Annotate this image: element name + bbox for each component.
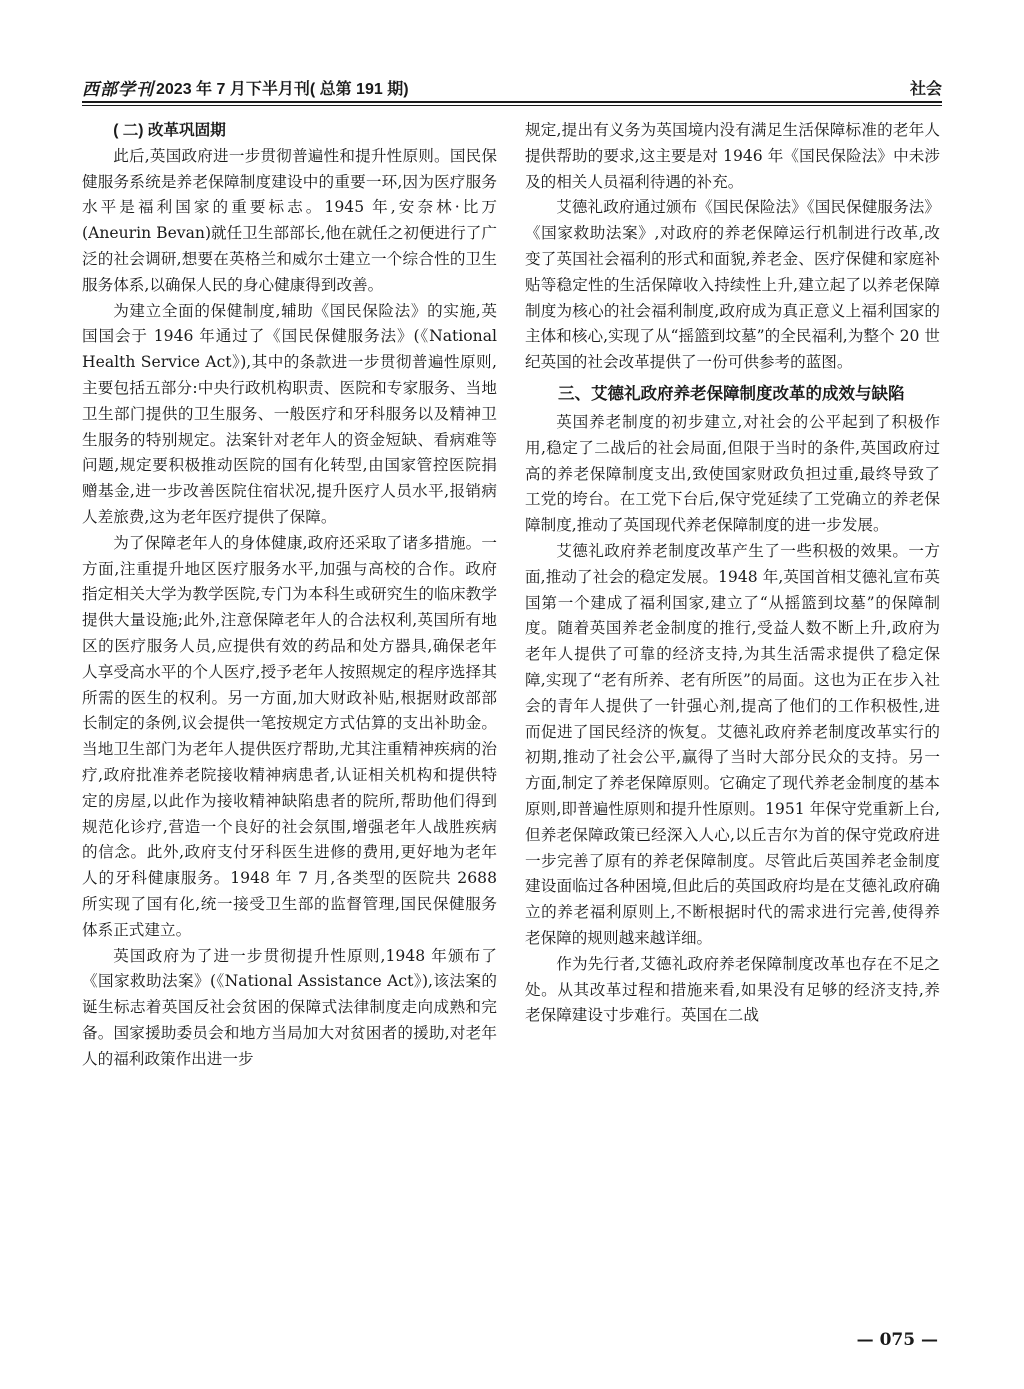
paragraph: 规定,提出有义务为英国境内没有满足生活保障标准的老年人提供帮助的要求,这主要是对 1946 年《国民保险法》中未涉及的相关人员福利待遇的补充。 — [525, 121, 940, 191]
running-header — [82, 68, 942, 104]
header-left — [82, 80, 409, 100]
issue-info: 2023 年 7 月下半月刊( 总第 191 期) — [156, 81, 409, 98]
paragraph: 艾德礼政府养老制度改革产生了一些积极的效果。一方面,推动了社会的稳定发展。1948 年,英国首相艾德礼宣布英国第一个建成了福利国家,建立了“从摇篮到坟墓”的保障制度。随着英国养老金制度的推行,受益人数不断上升,政府为老年人提供了可靠的经济支持,为其生活需求提供了稳定保障,实现了“老有所养、老有所医”的局面。这也为正在步入社会的青年人提供了一针强心剂,提高了他们的工作积极性,进而促进了国民经济的恢复。艾德礼政府养老制度改革实行的初期,推动了社会公平,赢得了当时大部分民众的支持。另一方面,制定了养老保障原则。它确定了现代养老金制度的基本原则,即普遍性原则和提升性原则。1951 年保守党重新上台,但养老保障政策已经深入人心,以丘吉尔为首的保守党政府进一步完善了原有的养老保障制度。尽管此后英国养老金制度建设面临过各种困境,但此后的英国政府均是在艾德礼政府确立的养老福利原则上,不断根据时代的需求进行完善,使得养老保障的规则越来越详细。 — [525, 541, 940, 947]
paragraph: 英国养老制度的初步建立,对社会的公平起到了积极作用,稳定了二战后的社会局面,但限于当时的条件,英国政府过高的养老保障制度支出,致使国家财政负担过重,最终导致了工党的垮台。在工党下台后,保守党延续了工党确立的养老保障制度,推动了英国现代养老保障制度的进一步发展。 — [525, 412, 940, 535]
journal-logo: 西部学刊 — [82, 80, 154, 100]
paragraph: 英国政府为了进一步贯彻提升性原则,1948 年颁布了《国家救助法案》(《National Assistance Act》),该法案的诞生标志着英国反社会贫困的保障式法律制度走向成熟和完备。国家援助委员会和地方当局加大对贫困者的援助,对老年人的福利政策作出进一步 — [82, 946, 497, 1068]
header-rule-thick — [82, 101, 942, 103]
paragraph: 作为先行者,艾德礼政府养老保障制度改革也存在不足之处。从其改革过程和措施来看,如果没有足够的经济支持,养老保障建设寸步难行。英国在二战 — [525, 954, 940, 1025]
header-rule-thin — [82, 105, 942, 106]
section-label: 社会 — [909, 81, 942, 98]
paragraph: 艾德礼政府通过颁布《国民保险法》《国民保健服务法》《国家救助法案》,对政府的养老保障运行机制进行改革,改变了英国社会福利的形式和面貌,养老金、医疗保健和家庭补贴等稳定性的生活保障收入持续性上升,建立起了以养老保障制度为核心的社会福利制度,政府成为真正意义上福利国家的主体和核心,实现了从“摇篮到坟墓”的全民福利,为整个 20 世纪英国的社会改革提供了一份可供参考的蓝图。 — [525, 198, 940, 372]
paragraph: 为了保障老年人的身体健康,政府还采取了诸多措施。一方面,注重提升地区医疗服务水平,加强与高校的合作。政府指定相关大学为教学医院,专门为本科生或研究生的临床教学提供大量设施;此外,注意保障老年人的合法权利,英国所有地区的医疗服务人员,应提供有效的药品和处方器具,确保老年人享受高水平的个人医疗,授予老年人按照规定的程序选择其所需的医生的权利。另一方面,加大财政补贴,根据财政部部长制定的条例,议会提供一笔按规定方式估算的支出补助金。当地卫生部门为老年人提供医疗帮助,尤其注重精神疾病的治疗,政府批准养老院接收精神病患者,认证相关机构和提供特定的房屋,以此作为接收精神缺陷患者的院所,帮助他们得到规范化诊疗,营造一个良好的社会氛围,增强老年人战胜疾病的信念。此外,政府支付牙科医生进修的费用,更好地为老年人的牙科健康服务。1948 年 7 月,各类型的医院共 2688 所实现了国有化,统一接受卫生部的监督管理,国民保健服务体系正式建立。 — [82, 533, 497, 939]
subsection-heading: ( 二) 改革巩固期 — [113, 122, 226, 139]
paragraph: 为建立全面的保健制度,辅助《国民保险法》的实施,英国国会于 1946 年通过了《国民保健服务法》(《National Health Service Act》),其中的条款进一步贯彻普遍性原则,主要包括五部分:中央行政机构职责、医院和专家服务、当地卫生部门提供的卫生服务、一般医疗和牙科服务以及精神卫生服务的特别规定。法案针对老年人的资金短缺、看病难等问题,规定要积极推动医院的国有化转型,由国家管控医院捐赠基金,进一步改善医院住宿状况,提升医疗人员水平,报销病人差旅费,这为老年医疗提供了保障。 — [82, 301, 497, 526]
right-column — [525, 118, 940, 1029]
paragraph: 此后,英国政府进一步贯彻普遍性和提升性原则。国民保健服务系统是养老保障制度建设中的重要一环,因为医疗服务水平是福利国家的重要标志。1945 年,安奈林·比万(Aneurin Bevan)就任卫生部部长,他在就任之初便进行了广泛的社会调研,想要在英格兰和威尔士建立一个综合性的卫生服务体系,以确保人民的身心健康得到改善。 — [82, 146, 497, 294]
page-number: — 075 — — [856, 1330, 938, 1350]
section-heading: 三、艾德礼政府养老保障制度改革的成效与缺陷 — [558, 384, 905, 403]
left-column — [82, 118, 497, 1072]
